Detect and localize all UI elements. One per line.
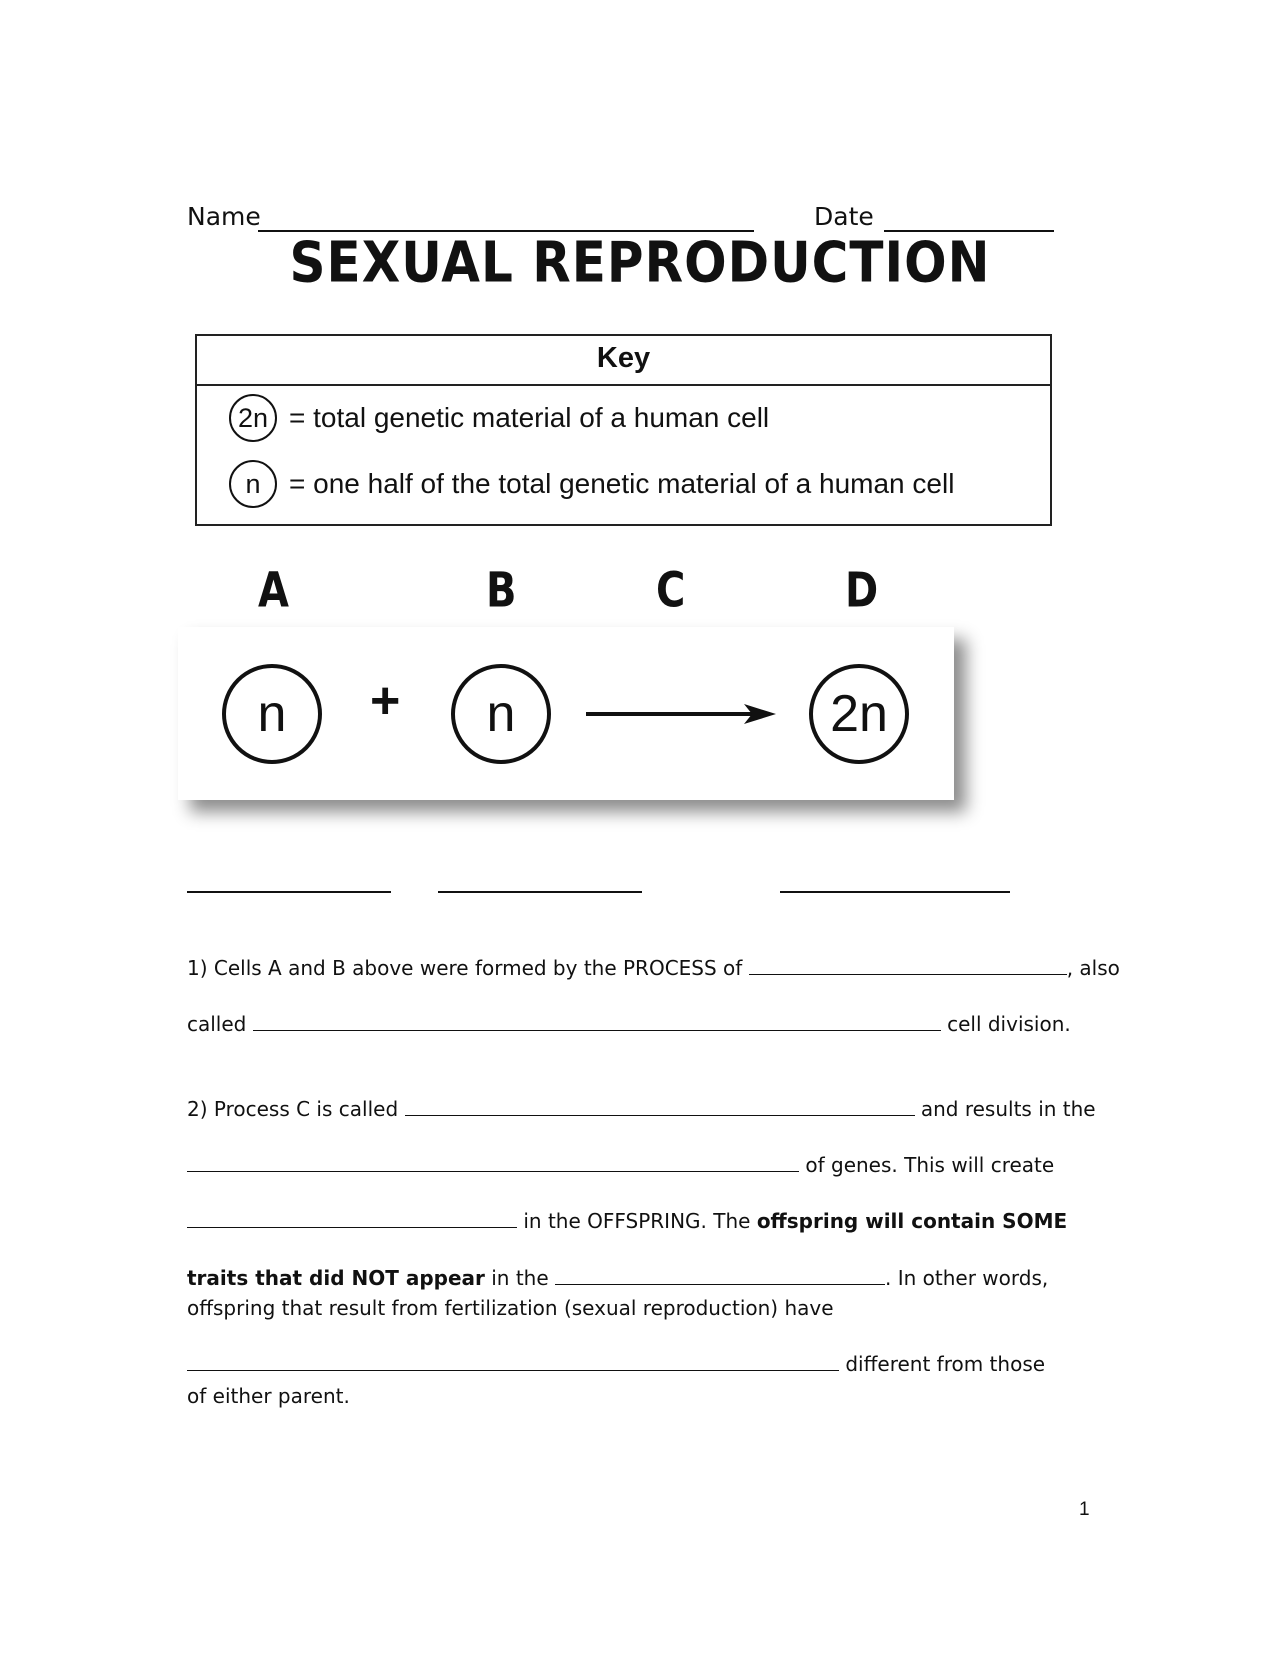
page-number: 1	[1079, 1499, 1090, 1520]
q1-blank-process[interactable]	[749, 958, 1067, 975]
name-label: Name	[187, 202, 261, 231]
page-title: SEXUAL REPRODUCTION	[289, 230, 991, 295]
q2-line4	[187, 1266, 1048, 1290]
q2-blank-parents[interactable]	[555, 1268, 885, 1285]
key-row-2n	[229, 392, 769, 444]
blank-label-b[interactable]	[438, 891, 642, 893]
q2-line7: of either parent.	[187, 1384, 350, 1408]
fertilization-diagram	[178, 627, 954, 800]
q2-bold-b: traits that did NOT appear	[187, 1266, 485, 1290]
q2-text-g: different from those	[845, 1352, 1046, 1376]
key-heading: Key	[197, 336, 1050, 386]
blank-label-a[interactable]	[187, 891, 391, 893]
q1-blank-type[interactable]	[253, 1014, 941, 1031]
blank-label-d[interactable]	[780, 891, 1010, 893]
q2-text-c: of genes. This will create	[805, 1153, 1055, 1177]
key-text-2n: = total genetic material of a human cell	[289, 402, 770, 433]
q1-line1	[187, 956, 1120, 980]
q2-line5: offspring that result from fertilization (sexual reproduction) have	[187, 1296, 834, 1320]
label-d: D	[845, 563, 879, 619]
q2-blank-traits[interactable]	[187, 1354, 839, 1371]
arrow-right-icon	[586, 702, 776, 726]
cell-d-circle: 2n	[809, 664, 909, 764]
q2-text-a: 2) Process C is called	[187, 1097, 399, 1121]
q2-line6	[187, 1352, 1045, 1376]
q1-line2	[187, 1012, 1071, 1036]
key-symbol-2n: 2n	[229, 394, 277, 442]
q1-text-b: , also	[1066, 956, 1120, 980]
q2-blank-create[interactable]	[187, 1211, 517, 1228]
key-box	[195, 334, 1052, 526]
cell-b-circle: n	[451, 664, 551, 764]
cell-a-circle: n	[222, 664, 322, 764]
key-symbol-n: n	[229, 460, 277, 508]
date-label: Date	[814, 202, 874, 231]
q2-bold-a: offspring will contain SOME	[756, 1209, 1068, 1233]
q2-text-f: . In other words,	[885, 1266, 1049, 1290]
q2-line3	[187, 1209, 1067, 1233]
q2-line1	[187, 1097, 1096, 1121]
q2-blank-genes[interactable]	[187, 1155, 799, 1172]
label-c: C	[656, 563, 686, 619]
label-b: B	[486, 563, 517, 619]
q2-text-e: in the	[491, 1266, 549, 1290]
q2-text-b: and results in the	[920, 1097, 1096, 1121]
q1-text-c: called	[187, 1012, 247, 1036]
q2-text-d: in the OFFSPRING. The	[523, 1209, 751, 1233]
q2-blank-process[interactable]	[405, 1099, 915, 1116]
key-row-n	[229, 458, 954, 510]
key-text-n: = one half of the total genetic material of a human cell	[289, 468, 955, 499]
q1-text-d: cell division.	[947, 1012, 1071, 1036]
q1-text-a: 1) Cells A and B above were formed by the PROCESS of	[187, 956, 743, 980]
plus-sign: +	[370, 672, 401, 730]
label-a: A	[258, 563, 289, 619]
q2-line2	[187, 1153, 1054, 1177]
